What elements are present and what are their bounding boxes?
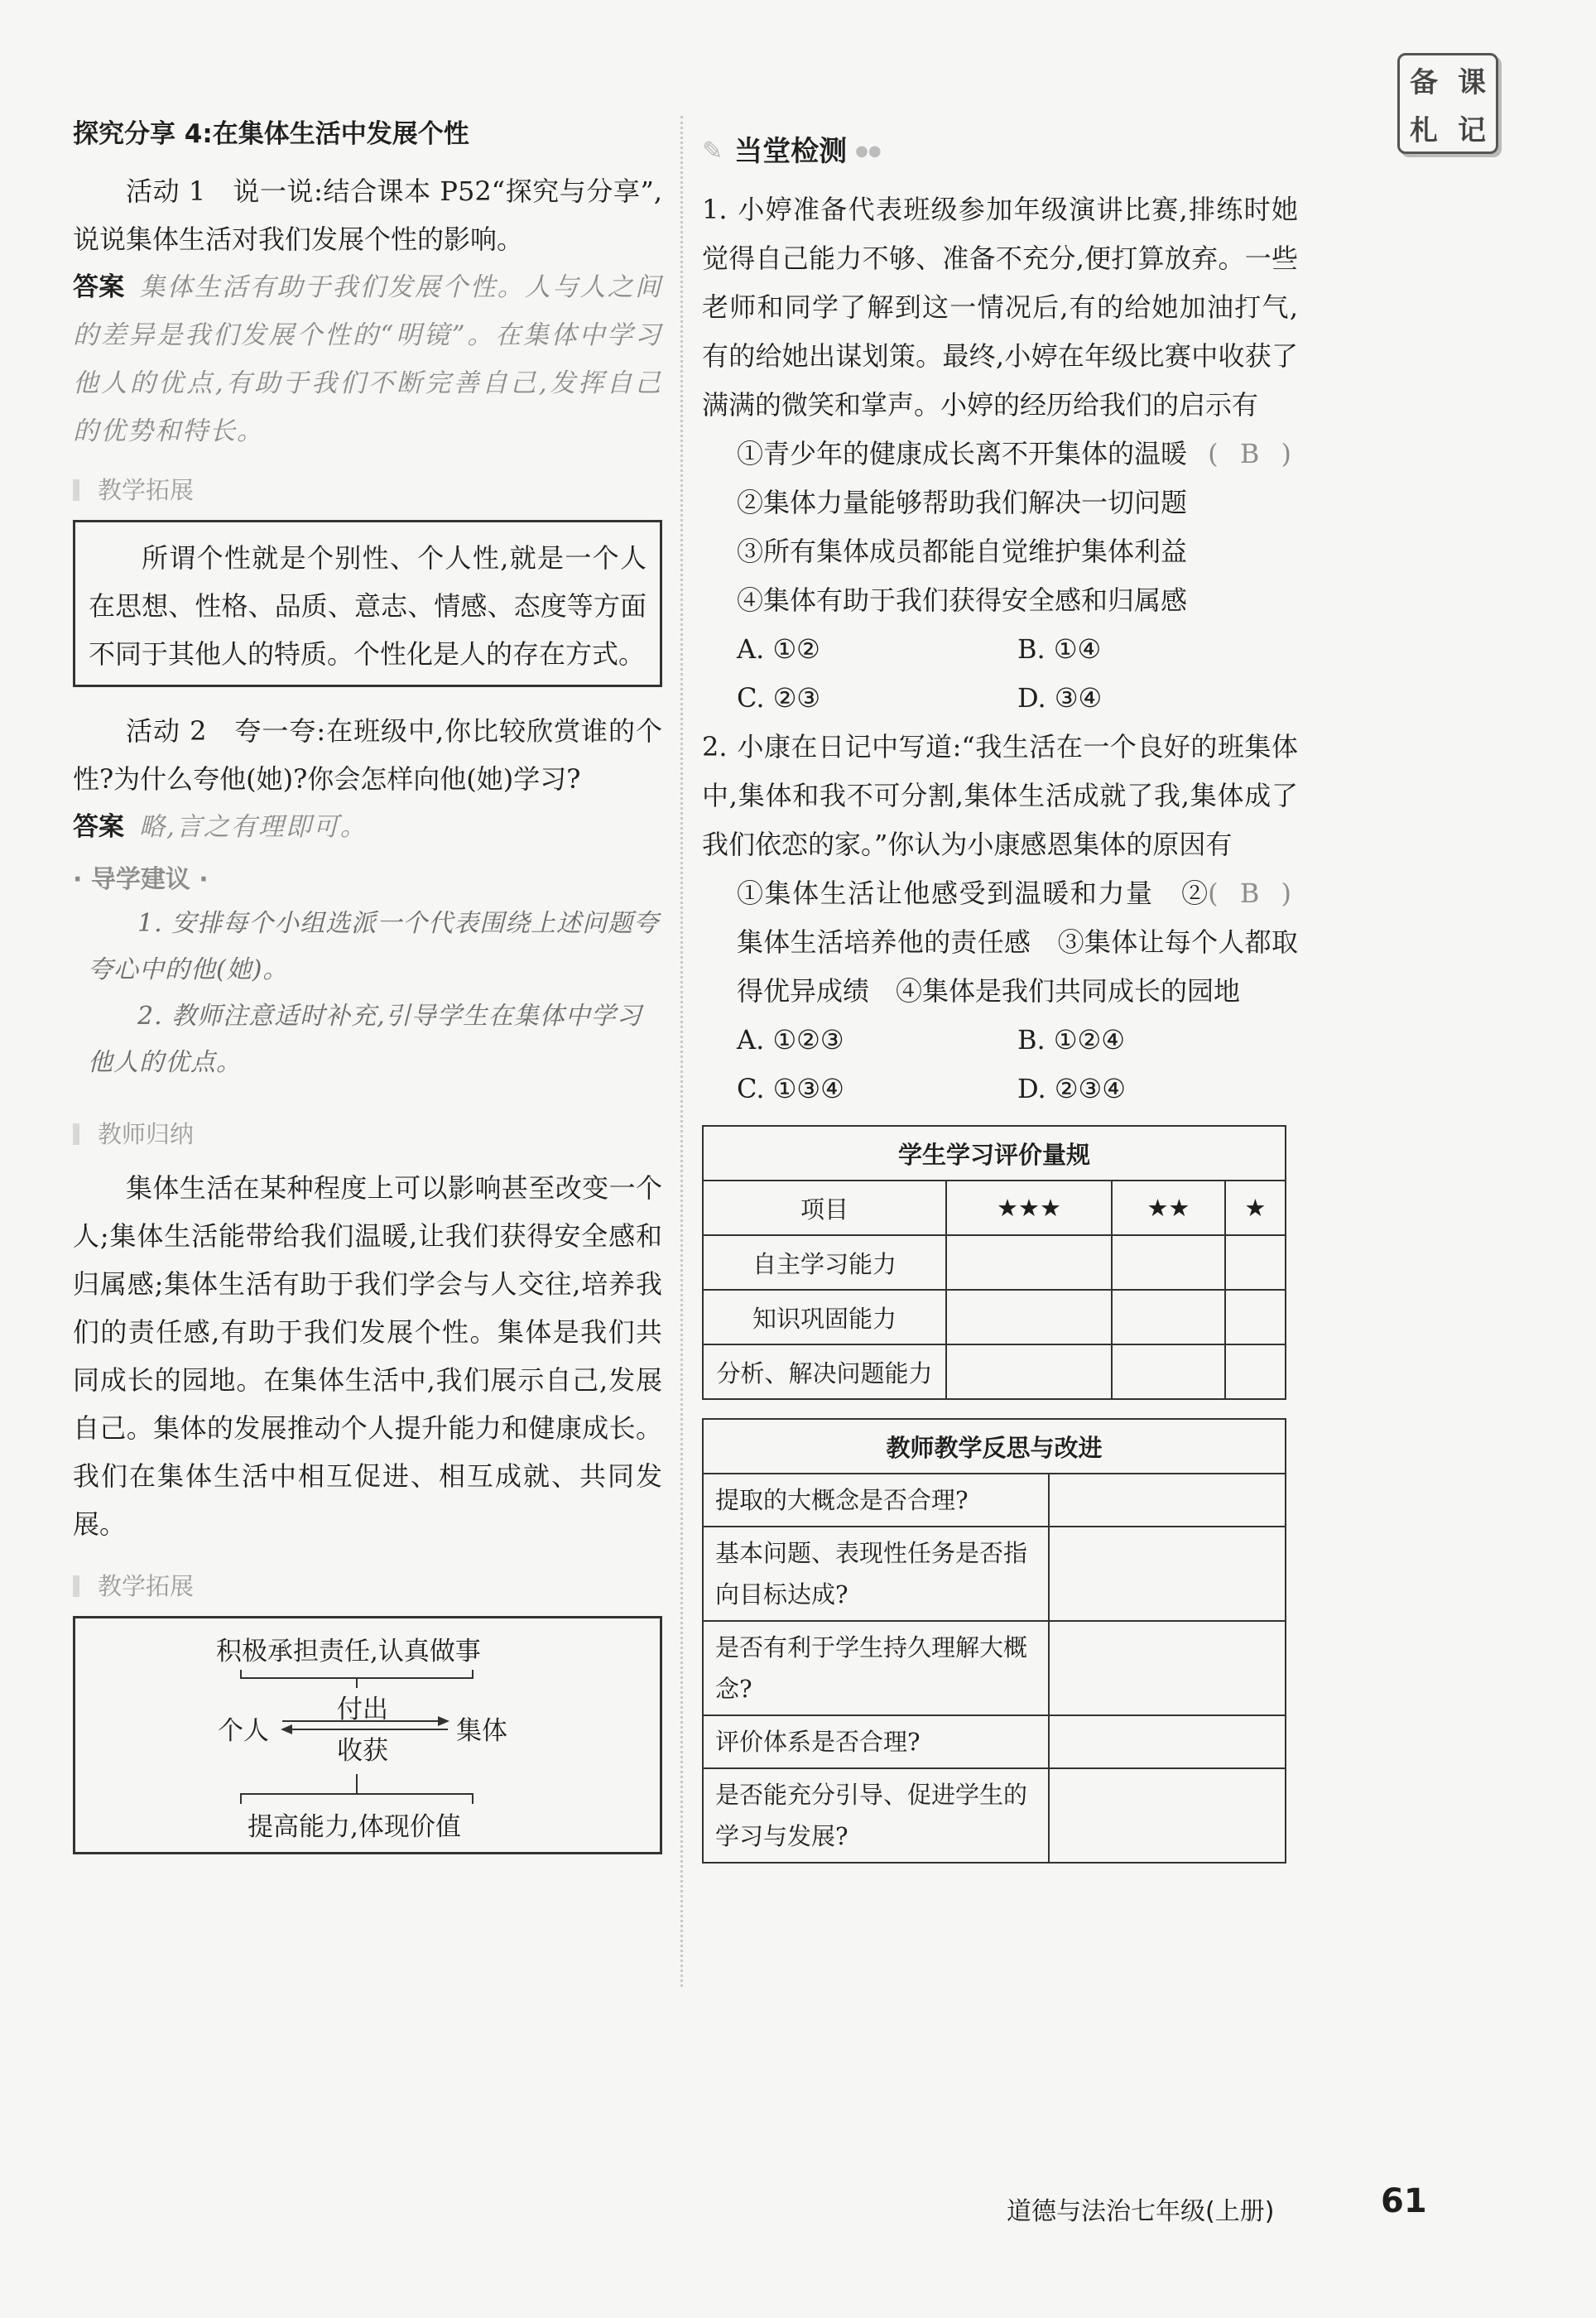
diagram-right: 集体 [456,1716,507,1746]
table-row [703,1527,1286,1621]
option: C. ②③ [737,682,821,714]
question-1 [702,185,1298,625]
table-row [703,1715,1286,1768]
answer-label: 答案 [73,812,124,842]
logo-char: 札 [1410,113,1438,147]
quiz-heading-text: 当堂检测 [734,135,848,168]
logo-char: 备 [1410,65,1438,99]
table-row [703,1235,1286,1290]
ext1-heading [73,472,662,508]
question-item: ④集体有助于我们获得安全感和归属感 [737,584,1188,616]
table-header: ★★ [1112,1181,1225,1235]
reflection-table [702,1418,1286,1864]
guide-item: 2. 教师注意适时补充,引导学生在集体中学习他人的优点。 [88,1002,642,1077]
question-1-options-row [702,625,1298,674]
diagram-pay: 付出 [337,1695,388,1724]
question-1-options-row [702,674,1298,723]
top-bracket [241,1670,473,1678]
book-title: 道德与法治七年级(上册) [1007,2197,1275,2226]
column-divider [680,116,683,1987]
table-row [703,1768,1286,1863]
question-number: 1. [702,194,728,225]
table-cell: 评价体系是否合理? [703,1715,1049,1768]
guide-block [73,901,662,1086]
heading-mark [73,1575,79,1597]
page-number: 61 [1381,2182,1427,2220]
summary-text: 集体生活在某种程度上可以影响甚至改变一个人;集体生活能带给我们温暖,让我们获得安全感和归属感;集体生活有助于我们学会与人交往,培养我们的责任感,有助于我们发展个性。集体是我们共同成长的园地。在集体生活中,我们展示自己,发展自己。集体的发展推动个人提升能力和健康成长。我们在集体生活中相互促进、相互成就、共同发展。 [73,1172,662,1540]
table-cell: 自主学习能力 [703,1235,946,1290]
table-header: ★ [1225,1181,1286,1235]
table-row [703,1290,1286,1344]
bottom-bracket [241,1794,473,1804]
question-2 [702,723,1298,1016]
table-header: ★★★ [946,1181,1112,1235]
question-answer: ( B ) [1208,878,1298,909]
logo-char: 记 [1458,113,1486,147]
ext2-heading [73,1568,662,1604]
table-row [703,1181,1286,1235]
table-cell: 基本问题、表现性任务是否指向目标达成? [703,1527,1049,1621]
diagram-lines [75,1618,660,1847]
option: D. ③④ [1017,682,1103,714]
table-row [703,1344,1286,1399]
heading-mark [73,1123,79,1145]
diagram-gain: 收获 [337,1736,388,1766]
activity-2: 活动 2 夸一夸:在班级中,你比较欣赏谁的个性?为什么夸他(她)?你会怎样向他(她)学习? [73,715,662,795]
question-item: ②集体力量能够帮助我们解决一切问题 [737,487,1188,518]
table-cell: 是否有利于学生持久理解大概念? [703,1621,1049,1715]
question-item: ③所有集体成员都能自觉维护集体利益 [737,536,1188,567]
summary-heading-text: 教师归纳 [98,1120,195,1148]
summary-heading [73,1116,662,1152]
pay-arrowhead [438,1716,449,1726]
evaluation-table-title: 学生学习评价量规 [703,1126,1286,1181]
question-number: 2. [702,731,728,762]
diagram-top: 积极承担责任,认真做事 [216,1637,481,1666]
question-2-options-row [702,1016,1298,1065]
table-cell: 提取的大概念是否合理? [703,1474,1049,1527]
edit-icon: ✎ [702,137,723,166]
option: A. ①②③ [737,1024,844,1056]
option: D. ②③④ [1017,1073,1126,1104]
question-stem: 小康在日记中写道:“我生活在一个良好的班集体中,集体和我不可分割,集体生活成就了我,集体成了我们依恋的家。”你认为小康感恩集体的原因有 [702,731,1298,860]
activity-1: 活动 1 说一说:结合课本 P52“探究与分享”,说说集体生活对我们发展个性的影响。 [73,176,662,255]
question-stem: 小婷准备代表班级参加年级演讲比赛,排练时她觉得自己能力不够、准备不充分,便打算放弃。一些老师和同学了解到这一情况后,有的给她加油打气,有的给她出谋划策。最终,小婷在年级比赛中收获了满满的微笑和掌声。小婷的经历给我们的启示有 [702,194,1298,421]
table-cell: 是否能充分引导、促进学生的学习与发展? [703,1768,1049,1863]
quiz-heading [702,131,1298,172]
ext2-heading-text: 教学拓展 [98,1572,195,1600]
diagram-left: 个人 [218,1716,269,1746]
logo-char: 课 [1458,65,1486,99]
option: A. ①② [737,633,820,665]
table-header: 项目 [703,1181,946,1235]
corner-logo [1397,53,1498,154]
answer-label: 答案 [73,272,125,302]
table-cell: 分析、解决问题能力 [703,1344,946,1399]
table-row [703,1621,1286,1715]
reflection-table-title: 教师教学反思与改进 [703,1419,1286,1474]
answer-1 [73,263,662,455]
dots-icon: ●● [855,142,882,160]
option: C. ①③④ [737,1073,844,1104]
ext1-heading-text: 教学拓展 [98,476,195,504]
option: B. ①④ [1017,633,1102,665]
answer-text: 略,言之有理即可。 [139,812,368,842]
answer-2 [73,803,662,851]
right-column [702,131,1298,1864]
evaluation-table [702,1125,1286,1400]
question-answer: ( B ) [1208,438,1298,469]
question-item: ①青少年的健康成长离不开集体的温暖 [737,438,1188,469]
table-row [703,1474,1286,1527]
gain-arrowhead [281,1724,292,1734]
left-column [73,116,662,1854]
diagram-bottom: 提高能力,体现价值 [248,1812,461,1842]
section-title: 探究分享 4:在集体生活中发展个性 [73,119,469,149]
heading-mark [73,479,79,501]
question-2-options-row [702,1065,1298,1113]
option: B. ①②④ [1017,1024,1125,1056]
relation-diagram [73,1616,662,1854]
ext1-box: 所谓个性就是个别性、个人性,就是一个人在思想、性格、品质、意志、情感、态度等方面不同于其他人的特质。个性化是人的存在方式。 [73,520,662,687]
table-cell: 知识巩固能力 [703,1290,946,1344]
guide-heading: · 导学建议 · [73,865,209,894]
guide-item: 1. 安排每个小组选派一个代表围绕上述问题夸夸心中的他(她)。 [88,909,660,984]
answer-text: 集体生活有助于我们发展个性。人与人之间的差异是我们发展个性的“明镜”。在集体中学习他人的优点,有助于我们不断完善自己,发挥自己的优势和特长。 [73,272,662,446]
question-items: ①集体生活让他感受到温暖和力量 ②集体生活培养他的责任感 ③集体让每个人都取得优异成绩 ④集体是我们共同成长的园地 [737,878,1298,1007]
